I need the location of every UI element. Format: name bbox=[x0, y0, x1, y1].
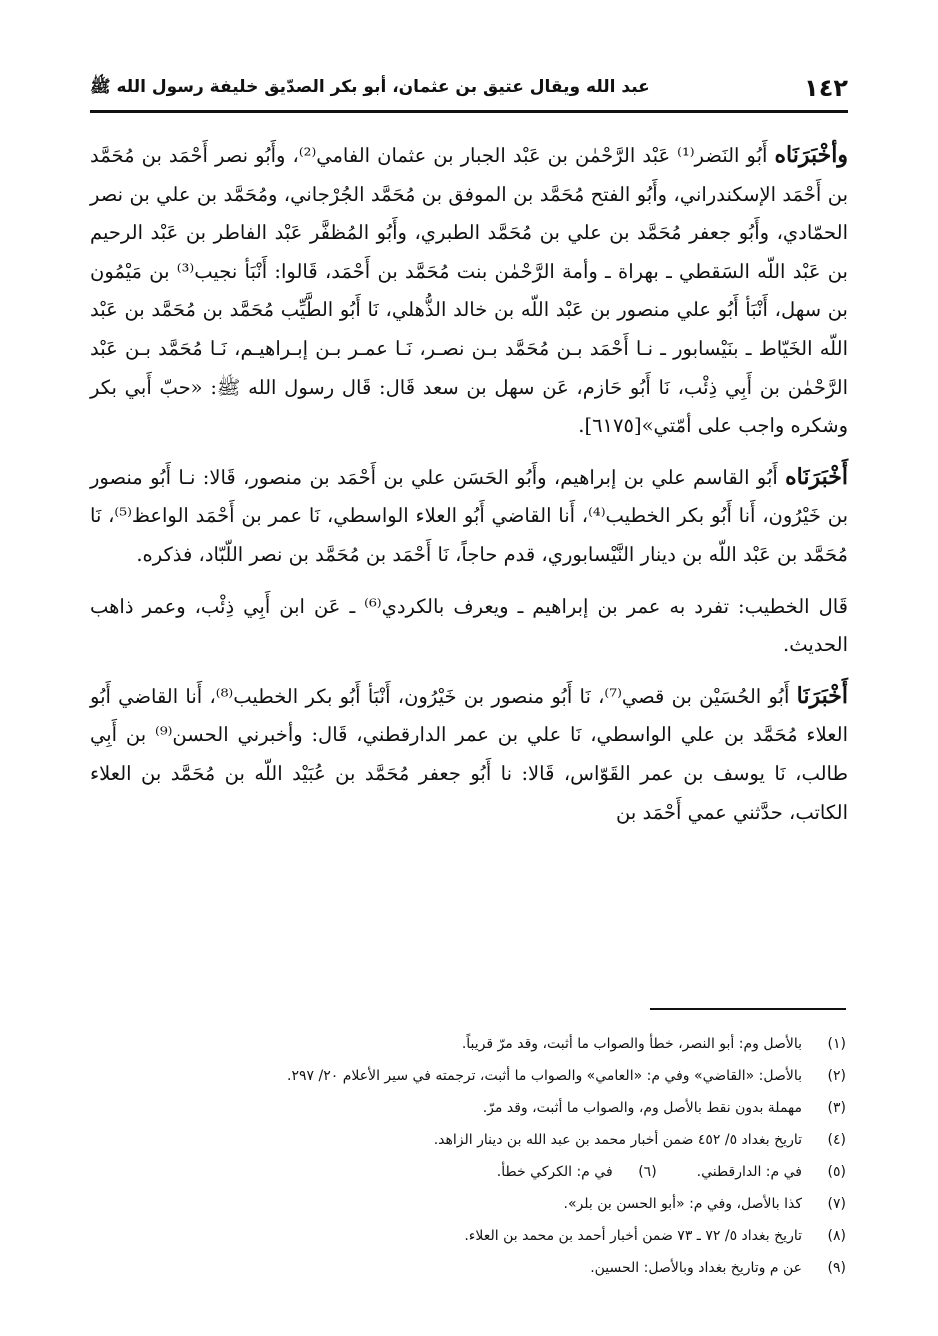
footnote-number: (٢) bbox=[827, 1068, 846, 1084]
footnote-number: (٩) bbox=[827, 1260, 846, 1276]
paragraph-lead: أَخْبَرَنَا bbox=[796, 682, 848, 709]
paragraph-2 bbox=[90, 458, 848, 575]
footnote-number: (١) bbox=[827, 1036, 846, 1052]
footnote-rule bbox=[650, 1008, 846, 1010]
paragraph-4 bbox=[90, 677, 848, 832]
paragraph-text: أَبُو النَضر⁽¹⁾ عَبْد الرَّحْمٰن بن عَبْد الجبار بن عثمان الفامي⁽²⁾، وأَبُو نصر أَحْمَد بن مُحَمَّد بن أَحْمَد الإسكندراني، وأَبُو الفتح مُحَمَّد بن الموفق بن مُحَمَّد الجُرْجاني، ومُحَمَّد بن علي بن نصر الحمّادي، وأَبُو جعفر مُحَمَّد بن علي بن مُحَمَّد الطبري، وأَبُو المُظفَّر عَبْد الفاطر بن عَبْد الرحيم بن عَبْد اللّه السَقطي ـ بهراة ـ وأمة الرَّحْمٰن بنت مُحَمَّد بن أَحْمَد، قَالوا: أَنْبَأ نجيب⁽³⁾ بن مَيْمُون بن سهل، أَنْبَأ أَبُو علي منصور بن عَبْد اللّه بن خالد الذُّهلي، نَا أَبُو الطَّيِّب مُحَمَّد بن مُحَمَّد بن عَبْد اللّه الخَيّاط ـ بنَيْسابور ـ نـا أَحْمَد بـن مُحَمَّد بـن نصـر، نَـا عمـر بـن إبـراهيـم، نَـا مُحَمَّد بـن عَبْد الرَّحْمٰن بن أَبِي ذِئْب، نَا أَبُو حَازم، عَن سهل بن سعد قَال: قَال رسول الله ﷺ: «حبّ أَبي بكر وشكره واجب على أمّتي»[٦١٧٥]. bbox=[90, 144, 848, 438]
paragraph-lead: وأخْبَرَنَاه bbox=[774, 142, 848, 168]
footnote-8 bbox=[150, 1220, 846, 1252]
footnote-text: بالأصل: «القاضي» وفي م: «العامي» والصواب ما أثبت، ترجمته في سير الأعلام ٢٠/ ٢٩٧. bbox=[287, 1068, 802, 1084]
footnote-3 bbox=[150, 1092, 846, 1124]
footnote-text: في م: الدارقطني. bbox=[696, 1164, 802, 1180]
footnote-number: (٧) bbox=[827, 1196, 846, 1212]
paragraph-text: أَبُو القاسم علي بن إبراهيم، وأَبُو الحَسَن علي بن أَحْمَد بن منصور، قَالا: نـا أَبُو منصور بن خَيْرُون، أَنا أَبُو بكر الخطيب⁽⁴⁾، أَنا القاضي أَبُو العلاء الواسطي، نَا عمر بن أَحْمَد الواعظ⁽⁵⁾، نَا مُحَمَّد بن عَبْد اللّه بن دينار النَّيْسابوري، قدم حاجاً، نَا أَحْمَد بن مُحَمَّد بن نصر اللّبّاد، فذكره. bbox=[90, 465, 849, 566]
paragraph-text: قَال الخطيب: تفرد به عمر بن إبراهيم ـ ويعرف بالكردي⁽⁶⁾ ـ عَن ابن أَبِي ذِئْب، وعمر ذاهب الحديث. bbox=[90, 594, 849, 657]
footnote-number: (٦) bbox=[638, 1164, 657, 1180]
footnote-number: (٥) bbox=[827, 1164, 846, 1180]
footnote-text: عن م وتاريخ بغداد وبالأصل: الحسين. bbox=[590, 1260, 802, 1276]
footnote-text: مهملة بدون نقط بالأصل وم، والصواب ما أثبت، وقد مرّ. bbox=[482, 1100, 802, 1116]
running-title: عبد الله ويقال عتيق بن عثمان، أبو بكر الصدّيق خليفة رسول الله ﷺ bbox=[90, 76, 650, 97]
footnote-5 bbox=[150, 1156, 846, 1188]
footnote-7 bbox=[150, 1188, 846, 1220]
page-header bbox=[90, 68, 848, 108]
footnote-number: (٨) bbox=[827, 1228, 846, 1244]
footnote-text: في م: الكركي خطأ. bbox=[496, 1164, 613, 1180]
paragraph-1 bbox=[90, 136, 848, 446]
paragraph-lead: أَخْبَرَنَاه bbox=[785, 463, 848, 490]
paragraph-text: أَبُو الحُسَيْن بن قصي⁽⁷⁾، نَا أَبُو منصور بن خَيْرُون، أَنْبَأ أَبُو بكر الخطيب⁽⁸⁾، أَنا القاضي أَبُو العلاء مُحَمَّد بن علي الواسطي، نَا علي بن عمر الدارقطني، قَال: وأخبرني الحسن⁽⁹⁾ بن أَبِي طالب، نَا يوسف بن عمر القَوّاس، قَالا: نا أَبُو جعفر مُحَمَّد بن عُبَيْد اللّه بن مُحَمَّد بن العلاء الكاتب، حدَّثني عمي أَحْمَد بن bbox=[90, 684, 848, 824]
footnote-1 bbox=[150, 1028, 846, 1060]
header-rule bbox=[90, 110, 848, 113]
footnote-text: تاريخ بغداد ٥/ ٧٢ ـ ٧٣ ضمن أخبار أحمد بن محمد بن العلاء. bbox=[464, 1228, 802, 1244]
footnote-9 bbox=[150, 1252, 846, 1284]
footnote-number: (٣) bbox=[827, 1100, 846, 1116]
footnote-text: كذا بالأصل، وفي م: «أبو الحسن بن بلر». bbox=[563, 1196, 802, 1212]
footnote-text: بالأصل وم: أبو النصر، خطأ والصواب ما أثبت، وقد مرّ قريباً. bbox=[461, 1036, 802, 1052]
paragraph-3 bbox=[90, 587, 848, 665]
footnote-text: تاريخ بغداد ٥/ ٤٥٢ ضمن أخبار محمد بن عبد الله بن دينار الزاهد. bbox=[433, 1132, 802, 1148]
footnote-4 bbox=[150, 1124, 846, 1156]
footnote-number: (٤) bbox=[827, 1132, 846, 1148]
main-text bbox=[90, 122, 848, 844]
footnote-2 bbox=[150, 1060, 846, 1092]
page-number: ١٤٢ bbox=[804, 74, 848, 102]
footnotes bbox=[150, 1028, 846, 1284]
